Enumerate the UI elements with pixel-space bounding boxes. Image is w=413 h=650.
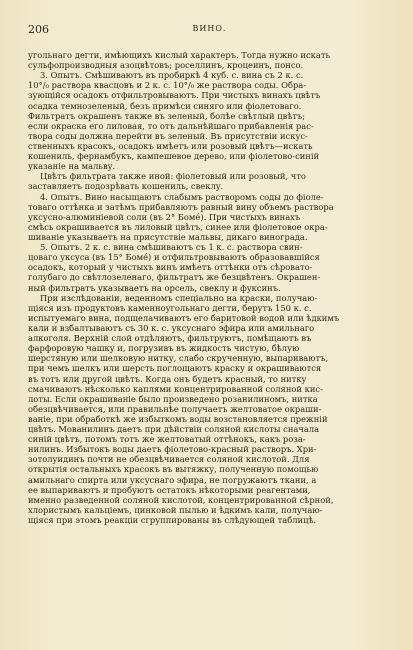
text-line: ный фильтратъ указываетъ на орсель, свеклу и фуксинъ.	[28, 282, 281, 293]
text-line: щіяся изъ продуктовъ каменноугольнаго дегти, берутъ 150 к. с.	[28, 302, 312, 313]
text-line: товаго оттѣнка и затѣмъ прибавляютъ равный вину объемъ раствора	[28, 201, 334, 212]
text-line: фарфоровую чашку и, погрузивъ въ жидкость чистую, бѣлую	[28, 343, 300, 354]
text-line: кошениль, фернамбукъ, кампешевое дерево, или фіолетово-синій	[28, 151, 320, 162]
text-line: шерстяную или шелковую нитку, слабо скрученную, выпариваютъ,	[28, 353, 329, 364]
text-line: осадокъ, который у чистыхъ винъ имѣетъ оттѣнки отъ сѣровато-	[28, 262, 313, 273]
text-line: открытія остальныхъ красокъ въ вытяжку, полученную помощью	[28, 464, 319, 475]
text-line: при чемъ шелкъ или шерсть поглощаютъ краску и окрашиваются	[28, 363, 322, 374]
text-line: щіяся при этомъ реакціи сгруппированы въ слѣдующей таблицѣ.	[28, 515, 317, 526]
text-line: заставляетъ подозрѣвать кошениль, свеклу.	[28, 181, 224, 192]
text-line: кали и взбалтываютъ съ 30 к. с. уксуснаго эфира или амильнаго	[28, 322, 315, 333]
text-line: 4. Опытъ. Вино насыщаютъ слабымъ растворомъ соды до фіоле-	[40, 191, 324, 202]
running-head: ВИНО.	[192, 24, 227, 33]
page-number: 206	[28, 23, 49, 36]
page-header	[28, 23, 391, 37]
text-line: лоты. Если окрашиваніе было произведено розанилиномъ, нитка	[28, 393, 318, 404]
text-line: цоваго уксуса (въ 15° Бомé) и отфильтровываютъ образовавшійся	[28, 252, 320, 263]
text-line: ее выпариваютъ и пробуютъ остатокъ нѣкоторыми реагентами,	[28, 484, 311, 495]
text-line: угольнаго дегти, имѣющихъ кислый характеръ. Тогда нужно искать	[28, 50, 331, 60]
text-line: указаніе на мальву.	[28, 161, 116, 172]
text-line: зующійся осадокъ отфильтровываютъ. При чистыхъ винахъ цвѣтъ	[28, 90, 321, 101]
text-line: если окраска его лиловая, то отъ дальнѣйшаго прибавленія рас-	[28, 120, 314, 131]
text-line: Фильтратъ окрашенъ также въ зеленый, болѣе свѣтлый цвѣтъ;	[28, 110, 306, 121]
text-line: 5. Опытъ. 2 к. с. вина смѣшиваютъ съ 1 к. с. раствора свин-	[40, 242, 303, 253]
text-line: осадка темнозеленый, безъ примѣси синяго или фіолетоваго.	[28, 100, 302, 111]
body-text	[28, 50, 389, 525]
text-line: 10°/₀ раствора квасцовъ и 2 к. с. 10°/₀ же раствора соды. Обра-	[28, 80, 307, 91]
text-line: именно разведенной соляной кислотой, концентрированной сѣрной,	[28, 494, 334, 505]
text-line: въ тотъ или другой цвѣтъ. Когда онъ будетъ красный, то нитку	[28, 373, 307, 384]
text-line: цвѣтъ. Мованилинъ даетъ при дѣйствіи соляной кислоты сначала	[28, 424, 320, 435]
text-line: испытуемаго вина, подщелачиваютъ его баритовой водой или ѣдкимъ	[28, 312, 340, 323]
text-line: Цвѣтъ фильтрата также иной: фіолетовый или розовый, что	[40, 171, 306, 182]
text-line: синій цвѣтъ, потомъ тотъ же желтоватый оттѣнокъ, какъ роза-	[28, 434, 306, 445]
text-line: зотолуидинъ почти не обезцвѣчивается соляной кислотой. Для	[28, 454, 310, 465]
text-line: ваніе, при обработкѣ же избыткомъ воды возстановляется прежній	[28, 413, 328, 424]
text-line: хлористымъ кальціемъ, цинковой пылью и ѣдкимъ кали, получаю-	[28, 504, 323, 515]
text-line: амильнаго спирта или уксуснаго эфира, не погружаютъ ткани, а	[28, 474, 317, 485]
text-line: нилинъ. Избытокъ воды даетъ фіолетово-красный растворъ. Хри-	[28, 444, 317, 455]
text-line: ственныхъ красокъ, осадокъ имѣетъ или розовый цвѣтъ—искать	[28, 140, 313, 151]
text-line: голубаго до свѣтлозеленаго, фильтратъ же безцвѣтенъ. Окрашен-	[28, 272, 321, 283]
text-line: шиваніе указываетъ на присутствіе мальвы, дикаго винограда.	[28, 231, 308, 242]
text-line: При изслѣдованіи, веденномъ спеціально на краски, получаю-	[40, 292, 318, 303]
text-line: уксусно-алюминіевой соли (въ 2° Бомé). При чистыхъ винахъ	[28, 211, 301, 222]
text-line: смачиваютъ нѣсколько каплями концентрированной соляной кис-	[28, 383, 323, 394]
text-line: 3. Опытъ. Смѣшиваютъ въ пробиркѣ 4 куб. с. вина съ 2 к. с.	[40, 70, 304, 81]
text-line: твора соды должна перейти въ зеленый. Въ присутствіи искус-	[28, 130, 308, 141]
text-line: смѣсь окрашивается въ лиловый цвѣтъ, синее или фіолетовое окра-	[28, 221, 328, 232]
text-line: алкоголя. Верхній слой отдѣляютъ, фильтруютъ, помѣщаютъ въ	[28, 333, 312, 344]
text-line: обезцвѣчивается, или правильнѣе получаетъ желтоватое окраши-	[28, 403, 322, 414]
text-line: сульфопроизводныя азоцвѣтовъ; роселлинъ, кроцеинъ, понсо.	[28, 60, 304, 71]
